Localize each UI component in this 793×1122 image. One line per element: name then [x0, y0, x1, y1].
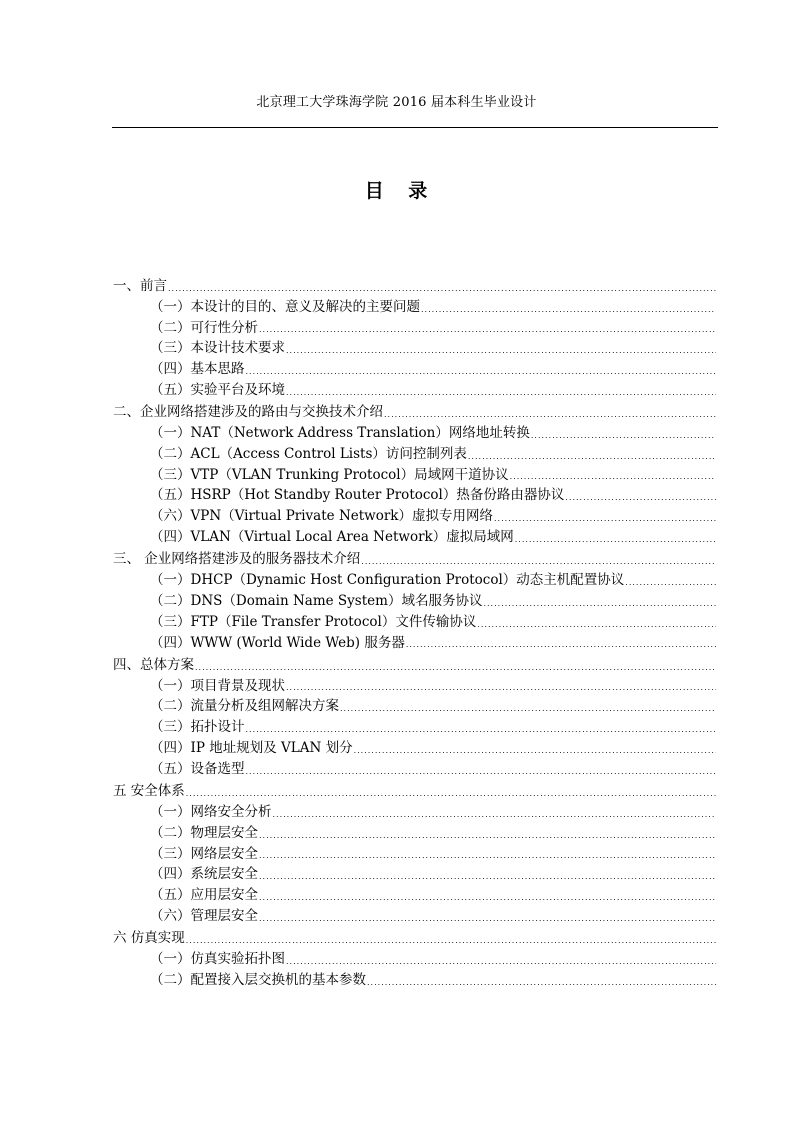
toc-chapter-entry[interactable]	[113, 549, 716, 570]
dot-leader	[273, 807, 717, 823]
dot-leader	[259, 890, 716, 906]
dot-leader	[259, 911, 716, 927]
dot-leader	[565, 490, 716, 506]
toc-section-entry[interactable]	[113, 949, 716, 970]
toc-entry-text: （一）本设计的目的、意义及解决的主要问题	[150, 298, 420, 315]
dot-leader	[468, 449, 716, 465]
toc-section-entry[interactable]	[113, 591, 716, 612]
toc-section-entry[interactable]	[113, 318, 716, 339]
header-rule	[112, 127, 718, 128]
toc-section-entry[interactable]	[113, 906, 716, 927]
toc-entry-text: 六 仿真实现	[113, 930, 185, 947]
dot-leader	[421, 302, 716, 318]
dot-leader	[168, 281, 716, 297]
dot-leader	[367, 975, 716, 991]
dot-leader	[259, 828, 716, 844]
dot-leader	[286, 954, 716, 970]
toc-entry-text: （二）配置接入层交换机的基本参数	[150, 971, 366, 988]
dot-leader	[340, 701, 716, 717]
dot-leader	[384, 407, 716, 423]
dot-leader	[195, 660, 716, 676]
dot-leader	[286, 680, 716, 696]
toc-entry-text: （四）WWW (World Wide Web) 服务器	[150, 634, 405, 651]
toc-entry-text: （五）设备选型	[150, 760, 245, 777]
toc-entry-text: （五）HSRP（Hot Standby Router Protocol）热备份路由器协议	[150, 487, 565, 504]
toc-section-entry[interactable]	[113, 423, 716, 444]
toc-section-entry[interactable]	[113, 802, 716, 823]
toc-section-entry[interactable]	[113, 696, 716, 717]
dot-leader	[510, 469, 716, 485]
toc-section-entry[interactable]	[113, 759, 716, 780]
dot-leader	[406, 637, 716, 653]
dot-leader	[246, 764, 717, 780]
toc-entry-text: 二、企业网络搭建涉及的路由与交换技术介绍	[113, 404, 383, 421]
toc-entry-text: （五）实验平台及环境	[150, 381, 285, 398]
dot-leader	[354, 743, 716, 759]
toc-chapter-entry[interactable]	[113, 781, 716, 802]
toc-section-entry[interactable]	[113, 485, 716, 506]
toc-entry-text: （三）拓扑设计	[150, 719, 245, 736]
dot-leader	[515, 532, 716, 548]
dot-leader	[259, 848, 716, 864]
toc-section-entry[interactable]	[113, 676, 716, 697]
toc-entry-text: （四）基本思路	[150, 361, 245, 378]
dot-leader	[246, 364, 717, 380]
toc-entry-text: （四）IP 地址规划及 VLAN 划分	[150, 740, 353, 757]
dot-leader	[259, 869, 716, 885]
toc-entry-text: （二）可行性分析	[150, 319, 258, 336]
toc-section-entry[interactable]	[113, 570, 716, 591]
toc-entry-text: （六）管理层安全	[150, 907, 258, 924]
toc-section-entry[interactable]	[113, 527, 716, 548]
toc-entry-text: （三）FTP（File Transfer Protocol）文件传输协议	[150, 613, 477, 630]
toc-section-entry[interactable]	[113, 338, 716, 359]
toc-entry-text: （一）网络安全分析	[150, 803, 272, 820]
dot-leader	[531, 428, 716, 444]
toc-entry-text: 一、前言	[113, 278, 167, 294]
dot-leader	[186, 786, 716, 802]
toc-entry-text: （二）流量分析及组网解决方案	[150, 698, 339, 715]
toc-section-entry[interactable]	[113, 633, 716, 654]
toc-entry-text: （三）网络层安全	[150, 845, 258, 862]
toc-section-entry[interactable]	[113, 738, 716, 759]
toc-entry-text: 五 安全体系	[113, 783, 185, 800]
dot-leader	[286, 385, 716, 401]
toc-entry-text: （一）NAT（Network Address Translation）网络地址转换	[150, 425, 530, 442]
toc-chapter-entry[interactable]	[113, 276, 716, 297]
dot-leader	[259, 322, 716, 338]
toc-section-entry[interactable]	[113, 717, 716, 738]
toc-section-entry[interactable]	[113, 823, 716, 844]
dot-leader	[286, 343, 716, 359]
dot-leader	[494, 511, 716, 527]
toc-section-entry[interactable]	[113, 970, 716, 991]
toc-entry-text: （三）本设计技术要求	[150, 340, 285, 357]
toc-section-entry[interactable]	[113, 844, 716, 865]
toc-section-entry[interactable]	[113, 864, 716, 885]
toc-entry-text: （二）ACL（Access Control Lists）访问控制列表	[150, 445, 467, 462]
toc-entry-text: 三、 企业网络搭建涉及的服务器技术介绍	[113, 551, 361, 568]
toc-section-entry[interactable]	[113, 297, 716, 318]
toc-section-entry[interactable]	[113, 444, 716, 465]
toc-chapter-entry[interactable]	[113, 402, 716, 423]
dot-leader	[186, 933, 716, 949]
toc-entry-text: （一）DHCP（Dynamic Host Configuration Protocol）动态主机配置协议	[150, 572, 625, 589]
toc-section-entry[interactable]	[113, 885, 716, 906]
toc-section-entry[interactable]	[113, 506, 716, 527]
toc-entry-text: （二）物理层安全	[150, 824, 258, 841]
table-of-contents	[113, 276, 716, 991]
running-header: 北京理工大学珠海学院 2016 届本科生毕业设计	[256, 95, 537, 110]
toc-section-entry[interactable]	[113, 465, 716, 486]
toc-title: 目 录	[364, 180, 429, 202]
toc-entry-text: （一）仿真实验拓扑图	[150, 951, 285, 967]
toc-entry-text: （四）系统层安全	[150, 866, 258, 883]
dot-leader	[361, 554, 716, 570]
toc-entry-text: （一）项目背景及现状	[150, 677, 285, 694]
dot-leader	[483, 596, 716, 612]
toc-entry-text: 四、总体方案	[113, 656, 194, 673]
toc-chapter-entry[interactable]	[113, 928, 716, 949]
toc-entry-text: （三）VTP（VLAN Trunking Protocol）局域网干道协议	[150, 466, 509, 483]
dot-leader	[246, 722, 717, 738]
toc-entry-text: （六）VPN（Virtual Private Network）虚拟专用网络	[150, 508, 493, 525]
toc-entry-text: （四）VLAN（Virtual Local Area Network）虚拟局域网	[150, 529, 514, 546]
dot-leader	[477, 617, 716, 633]
toc-chapter-entry[interactable]	[113, 655, 716, 676]
toc-entry-text: （二）DNS（Domain Name System）域名服务协议	[150, 592, 483, 609]
dot-leader	[625, 575, 716, 591]
toc-section-entry[interactable]	[113, 612, 716, 633]
toc-entry-text: （五）应用层安全	[150, 887, 258, 904]
toc-section-entry[interactable]	[113, 380, 716, 401]
toc-section-entry[interactable]	[113, 359, 716, 380]
